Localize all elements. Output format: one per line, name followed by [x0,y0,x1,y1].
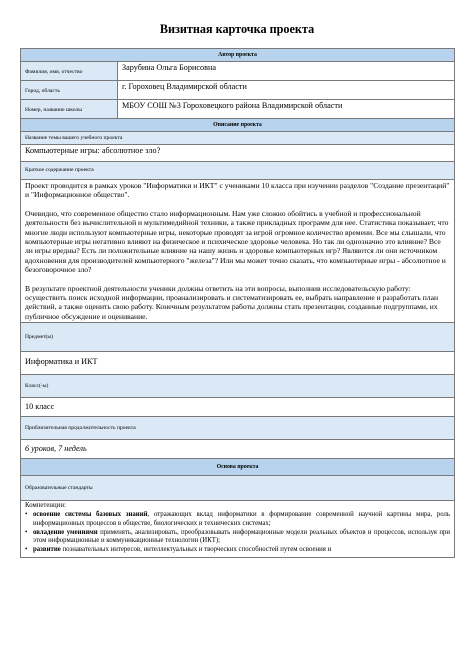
list-item [25,529,450,545]
author-school-label: Номер, название школы [21,100,118,119]
competencies-row [21,501,455,557]
theme-value: Компьютерные игры: абсолютное зло? [21,145,455,162]
standards-label-row [21,476,455,501]
competency-text: познавательных интересов, интеллектуальных и творческих способностей путем освоения и [60,546,332,554]
subject-label-row [21,323,455,352]
competencies-block [21,501,455,557]
duration-label: Приблизительная продолжительность проекта [21,417,455,440]
author-name-row [21,62,455,81]
grade-value: 10 класс [21,398,455,417]
author-city-value: г. Гороховец Владимирской области [118,81,455,100]
competency-bold: развитие [33,546,61,554]
project-card-table [20,48,455,558]
list-item [25,546,450,554]
author-name-label: Фамилия, имя, отчество [21,62,118,81]
bullet-icon: • [25,546,28,554]
grade-value-row [21,398,455,417]
subject-value: Информатика и ИКТ [21,352,455,375]
basis-section-header: Основа проекта [21,459,455,476]
summary-text [21,180,455,323]
competencies-list [25,511,450,554]
competency-bold: освоение системы базовых знаний [33,511,148,519]
summary-paragraph: Проект проводится в рамках уроков "Информатики и ИКТ" с учениками 10 класса при изучении разделов "Создание презентаций" и "Информационное общество". [25,181,450,200]
summary-text-row [21,180,455,323]
author-city-row [21,81,455,100]
author-section-header: Автор проекта [21,49,455,62]
list-item [25,511,450,527]
description-section-header: Описание проекта [21,119,455,132]
theme-label-row [21,132,455,145]
competency-text: , отражающих вклад информатики в формирование современной научной картины мира, роль информационных процессов в обществе, биологических и технических системах; [33,511,451,527]
grade-label-row [21,375,455,398]
bullet-icon: • [25,511,28,519]
summary-paragraph: Очевидно, что современное общество стало информационным. Нам уже сложно обойтись в учебной и профессиональной деятельности без вычислительной и мультимедийной техники, а также прикладных программ для нее. Статистика показывает, что многие люди используют компьютерные игры, некоторые проводят за игрой огромное количество времени. Все мы слышали, что компьютерные игры негативно влияют на физическое и психическое здоровье человека. Но так ли однозначно это влияние? Все ли игры вредны? Есть ли положительные влияние на нашу жизнь и здоровье компьютерных игр? Являются ли они источником вдохновения для производителей компьютерного "железа"? Или мы может точно сказать, что компьютерные игры - абсолютное и безоговорочное зло? [25,208,449,275]
summary-paragraph: В результате проектной деятельности ученики должны ответить на эти вопросы, выполнив исследовательскую работу: осуществить поиск исходной информации, проанализировать и систематизировать ее, выбрать направление и разработать план действий, а также оценить свою работу. Конечным результатом работы должны стать презентации, созданные подгруппами, их публичное обсуждение и оценивание. [25,283,439,321]
theme-label: Название темы вашего учебного проекта [21,132,455,145]
author-header-row [21,49,455,62]
author-city-label: Город, область [21,81,118,100]
subject-value-row [21,352,455,375]
duration-label-row [21,417,455,440]
grade-label: Класс(-ы) [21,375,455,398]
standards-label: Образовательные стандарты [21,476,455,501]
bullet-icon: • [25,528,28,536]
subject-label: Предмет(ы) [21,323,455,352]
document-title: Визитная карточка проекта [159,22,315,36]
duration-value: 6 уроков, 7 недель [21,440,455,459]
author-school-row [21,100,455,119]
basis-header-row [21,459,455,476]
author-school-value: МБОУ СОШ №3 Гороховецкого района Владимирской области [118,100,455,119]
summary-label-row [21,162,455,180]
duration-value-row [21,440,455,459]
description-header-row [21,119,455,132]
theme-value-row [21,145,455,162]
summary-label: Краткое содержание проекта [21,162,455,180]
competency-bold: овладение умениями [33,528,98,536]
competency-text: применять, анализировать, преобразовывать информационные модели реальных объектов и процессов, используя при этом информационные и коммуникационные технологии (ИКТ); [33,528,450,545]
competencies-title: Компетенции: [25,502,66,510]
author-name-value: Зарубина Ольга Борисовна [118,62,455,81]
